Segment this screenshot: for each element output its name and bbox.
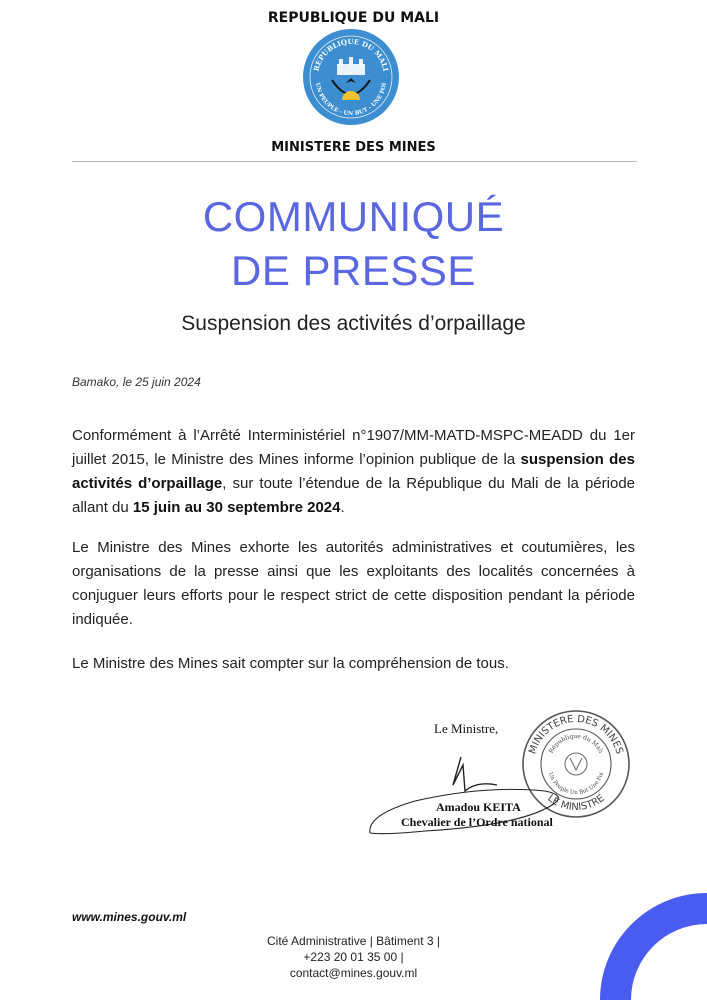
mali-coat-of-arms <box>302 28 400 126</box>
website-link[interactable]: www.mines.gouv.ml <box>72 910 187 924</box>
title-line-2: DE PRESSE <box>231 247 476 294</box>
svg-text:LE MINISTRE: LE MINISTRE <box>545 792 607 814</box>
document-subtitle: Suspension des activités d’orpaillage <box>181 312 526 335</box>
email-link[interactable]: contact@mines.gouv.ml <box>289 966 418 980</box>
paragraph-exhortation: Le Ministre des Mines exhorte les autorités administratives et coutumières, les organisations de la presse ainsi que les exploitants des localités concernées à conjuguer leurs efforts pour le respect strict de cette disposition pendant la période indiquée. <box>72 539 635 628</box>
svg-text:REPUBLIQUE DU MALI: REPUBLIQUE DU MALI <box>311 36 391 73</box>
country-name: REPUBLIQUE DU MALI <box>267 10 440 26</box>
p1-bold-suspension: suspension des activités d’orpaillage <box>72 451 635 492</box>
p1-text-3: . <box>340 499 345 516</box>
mosque-icon <box>337 57 365 75</box>
title-line-1: COMMUNIQUÉ <box>202 193 505 240</box>
header-divider <box>72 161 637 162</box>
address-line: Cité Administrative | Bâtiment 3 | <box>267 934 440 948</box>
stamp-emblem-icon <box>565 753 587 775</box>
signatory-rank: Chevalier de l’Ordre national <box>401 815 553 829</box>
document-date: Bamako, le 25 juin 2024 <box>72 375 201 389</box>
corner-decoration <box>598 893 707 1000</box>
paragraph-announcement <box>72 424 635 520</box>
signatory-name: Amadou KEITA <box>436 800 521 814</box>
signatory-title: Le Ministre, <box>434 721 499 736</box>
ministry-name: MINISTERE DES MINES <box>271 140 436 155</box>
svg-text:Un Peuple Un But Une Foi: Un Peuple Un But Une Foi <box>546 771 606 797</box>
p1-bold-period: 15 juin au 30 septembre 2024 <box>132 499 341 516</box>
svg-text:MINISTERE DES MINES: MINISTERE DES MINES <box>527 713 625 756</box>
p1-text-2: , sur toute l’étendue de la République du Mali de la période allant du <box>72 475 635 516</box>
p1-text-1: Conformément à l’Arrêté Interministériel n°1907/MM-MATD-MSPC-MEADD du 1er juillet 2015, le Ministre des Mines informe l’opinion publique de la <box>72 427 635 468</box>
phone-line: +223 20 01 35 00 | <box>303 950 404 964</box>
svg-text:UN PEUPLE - UN BUT - UNE FOI: UN PEUPLE - UN BUT - UNE FOI <box>314 82 388 118</box>
paragraph-closing: Le Ministre des Mines sait compter sur la compréhension de tous. <box>72 655 509 672</box>
document-title <box>0 190 707 298</box>
handwritten-signature <box>365 745 565 845</box>
svg-text:République du Mali: République du Mali <box>547 732 605 755</box>
